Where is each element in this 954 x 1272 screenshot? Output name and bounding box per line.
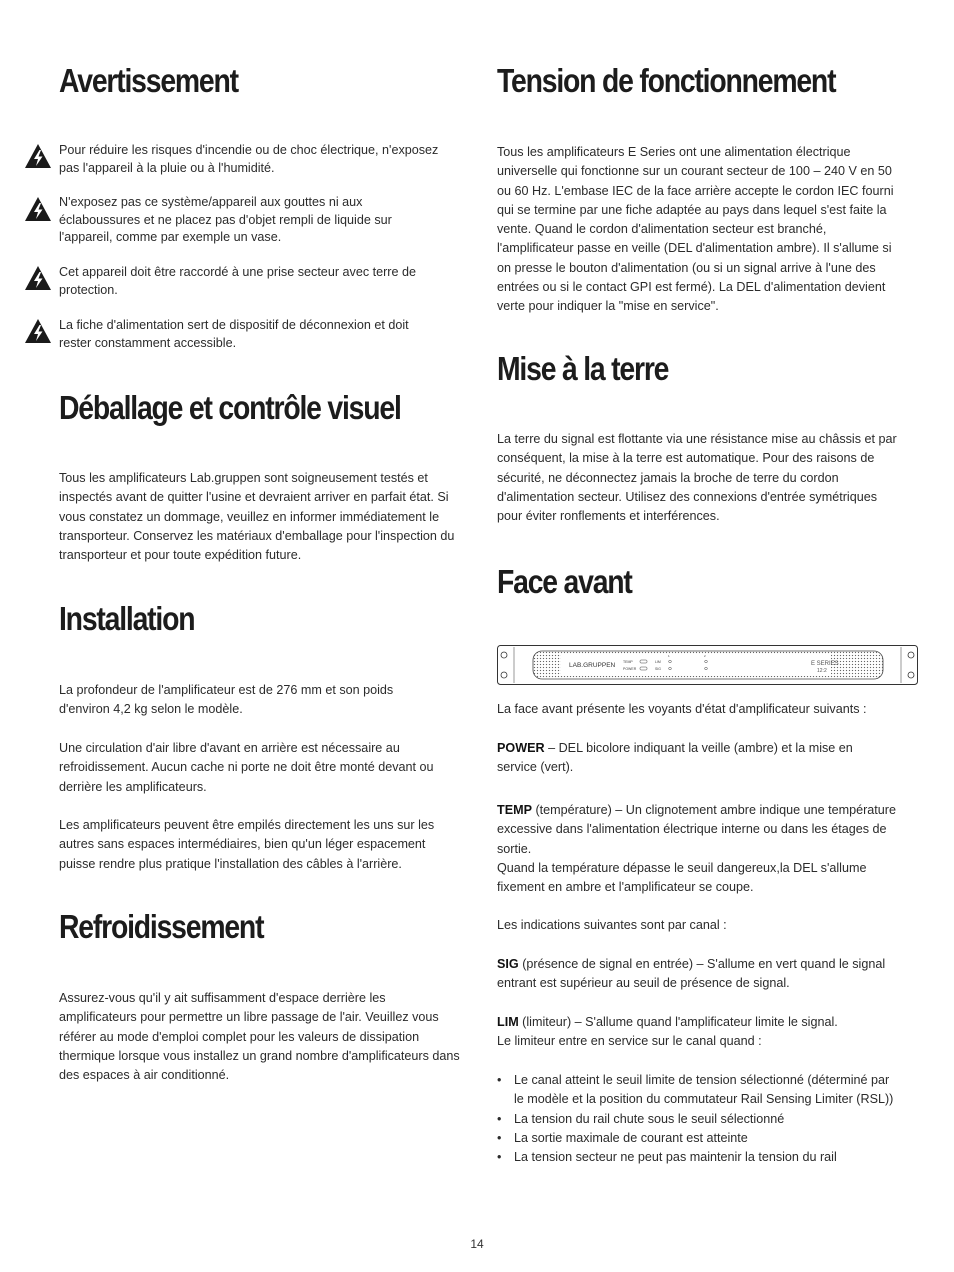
lim-term: LIM [497, 1015, 519, 1029]
panel-ch2: 2 [704, 654, 706, 658]
limiter-conditions-list [497, 1071, 902, 1167]
list-item: • La tension secteur ne peut pas maintenir la tension du rail [497, 1148, 902, 1167]
warning-text: N'exposez pas ce système/appareil aux gouttes ni aux éclaboussures et ne placez pas d'objet rempli de liquide sur l'appareil, comme par exemple un vase. [59, 195, 392, 245]
ground-text: La terre du signal est flottante via une résistance mise au châssis et par conséquent, la mise à la terre est automatique. Pour des raisons de sécurité, ne déconnectez jamais la broche de terre du cordon d'alimentation secteur. Utilisez des connexions d'entrée symétriques pour éviter ronflements et interférences. [497, 432, 897, 524]
sig-text: (présence de signal en entrée) – S'allume en vert quand le signal entrant est supérieur au seuil de présence de signal. [497, 957, 886, 991]
installation-paragraph: La profondeur de l'amplificateur est de 276 mm et son poids d'environ 4,2 kg selon le modèle. [59, 683, 394, 717]
list-item: • La sortie maximale de courant est atteinte [497, 1129, 902, 1148]
warning-text: La fiche d'alimentation sert de dispositif de déconnexion et doit rester constamment accessible. [59, 318, 409, 350]
lim-text: (limiteur) – S'allume quand l'amplificateur limite le signal. [518, 1015, 838, 1029]
temp-text: (température) – Un clignotement ambre indique une température excessive dans l'alimentation électrique interne ou dans les étages de sortie. [497, 803, 896, 856]
panel-temp-label: TEMP [623, 660, 633, 664]
warning-icon [24, 318, 52, 344]
unpacking-heading: Déballage et contrôle visuel [59, 389, 401, 426]
power-term: POWER [497, 741, 545, 755]
temp-text-2: Quand la température dépasse le seuil dangereux,la DEL s'allume fixement en ambre et l'amplificateur se coupe. [497, 860, 867, 895]
installation-paragraph: Une circulation d'air libre d'avant en arrière est nécessaire au refroidissement. Aucun cache ni porte ne doit être monté devant ou derrière les amplificateurs. [59, 741, 434, 794]
panel-lim-label: LIM [655, 660, 661, 664]
warning-icon [24, 265, 52, 291]
temp-description [497, 801, 902, 897]
warning-icon [24, 143, 52, 169]
warning-text: Cet appareil doit être raccordé à une prise secteur avec terre de protection. [59, 265, 417, 297]
list-item: • La tension du rail chute sous le seuil sélectionné [497, 1110, 902, 1129]
power-text: – DEL bicolore indiquant la veille (ambre) et la mise en service (vert). [497, 741, 853, 775]
ground-heading: Mise à la terre [497, 350, 669, 387]
page-number: 14 [470, 1237, 484, 1251]
temp-term: TEMP [497, 803, 532, 817]
per-channel-text: Les indications suivantes sont par canal : [497, 918, 727, 932]
installation-heading: Installation [59, 600, 195, 637]
front-intro: La face avant présente les voyants d'état d'amplificateur suivants : [497, 702, 867, 716]
lim-text-2: Le limiteur entre en service sur le canal quand : [497, 1034, 762, 1049]
sig-description [497, 955, 902, 994]
warning-text: Pour réduire les risques d'incendie ou de choc électrique, n'exposez pas l'appareil à la pluie ou à l'humidité. [59, 143, 439, 175]
voltage-heading: Tension de fonctionnement [497, 62, 836, 99]
installation-paragraph: Les amplificateurs peuvent être empilés directement les uns sur les autres sans espaces intermédiaires, bien qu'un léger espacement puisse rendre plus pratique l'installation des câbles à l'arrière. [59, 818, 435, 871]
unpacking-text: Tous les amplificateurs Lab.gruppen sont soigneusement testés et inspectés avant de quitter l'usine et devraient arriver en parfait état. Si vous constatez un dommage, veuillez en informer immédiatement le transporteur. Conservez les matériaux d'emballage pour l'inspection du transporteur et pour toute expédition future. [59, 471, 455, 563]
cooling-heading: Refroidissement [59, 908, 264, 945]
panel-series: E SERIES [811, 661, 839, 667]
sig-term: SIG [497, 957, 519, 971]
warning-heading: Avertissement [59, 62, 238, 99]
panel-ch1: 1 [668, 654, 670, 658]
cooling-text: Assurez-vous qu'il y ait suffisamment d'espace derrière les amplificateurs pour permettre un libre passage de l'air. Veuillez vous référer au mode d'emploi complet pour les valeurs de dissipation thermique lorsque vous installez un grand nombre d'amplificateurs dans des espaces à air conditionné. [59, 991, 460, 1083]
panel-sig-label: SIG [655, 667, 662, 671]
panel-power-label: POWER [623, 667, 637, 671]
lim-description [497, 1013, 902, 1052]
power-description [497, 739, 892, 778]
list-item: • Le canal atteint le seuil limite de tension sélectionné (déterminé par le modèle et la position du commutateur Rail Sensing Limiter (RSL)) [497, 1071, 902, 1110]
panel-model: 12:2 [817, 668, 827, 674]
warning-icon [24, 196, 52, 222]
front-panel-illustration [497, 645, 918, 685]
voltage-text: Tous les amplificateurs E Series ont une alimentation électrique universelle qui fonctionne sur un courant secteur de 100 – 240 V en 50 ou 60 Hz. L'embase IEC de la face arrière accepte le cordon IEC fourni qui se termine par une fiche adaptée au pays dans lequel s'est faite la vente. Quand le cordon d'alimentation secteur est branché, l'amplificateur passe en veille (DEL d'alimentation ambre). Il s'allume si on presse le bouton d'alimentation (ou si un signal arrive à l'une des entrées ou si le contact GPI est fermé). La DEL d'alimentation devient verte pour indiquer la "mise en service". [497, 145, 894, 314]
panel-brand: LAB.GRUPPEN [569, 662, 616, 669]
front-heading: Face avant [497, 563, 632, 600]
